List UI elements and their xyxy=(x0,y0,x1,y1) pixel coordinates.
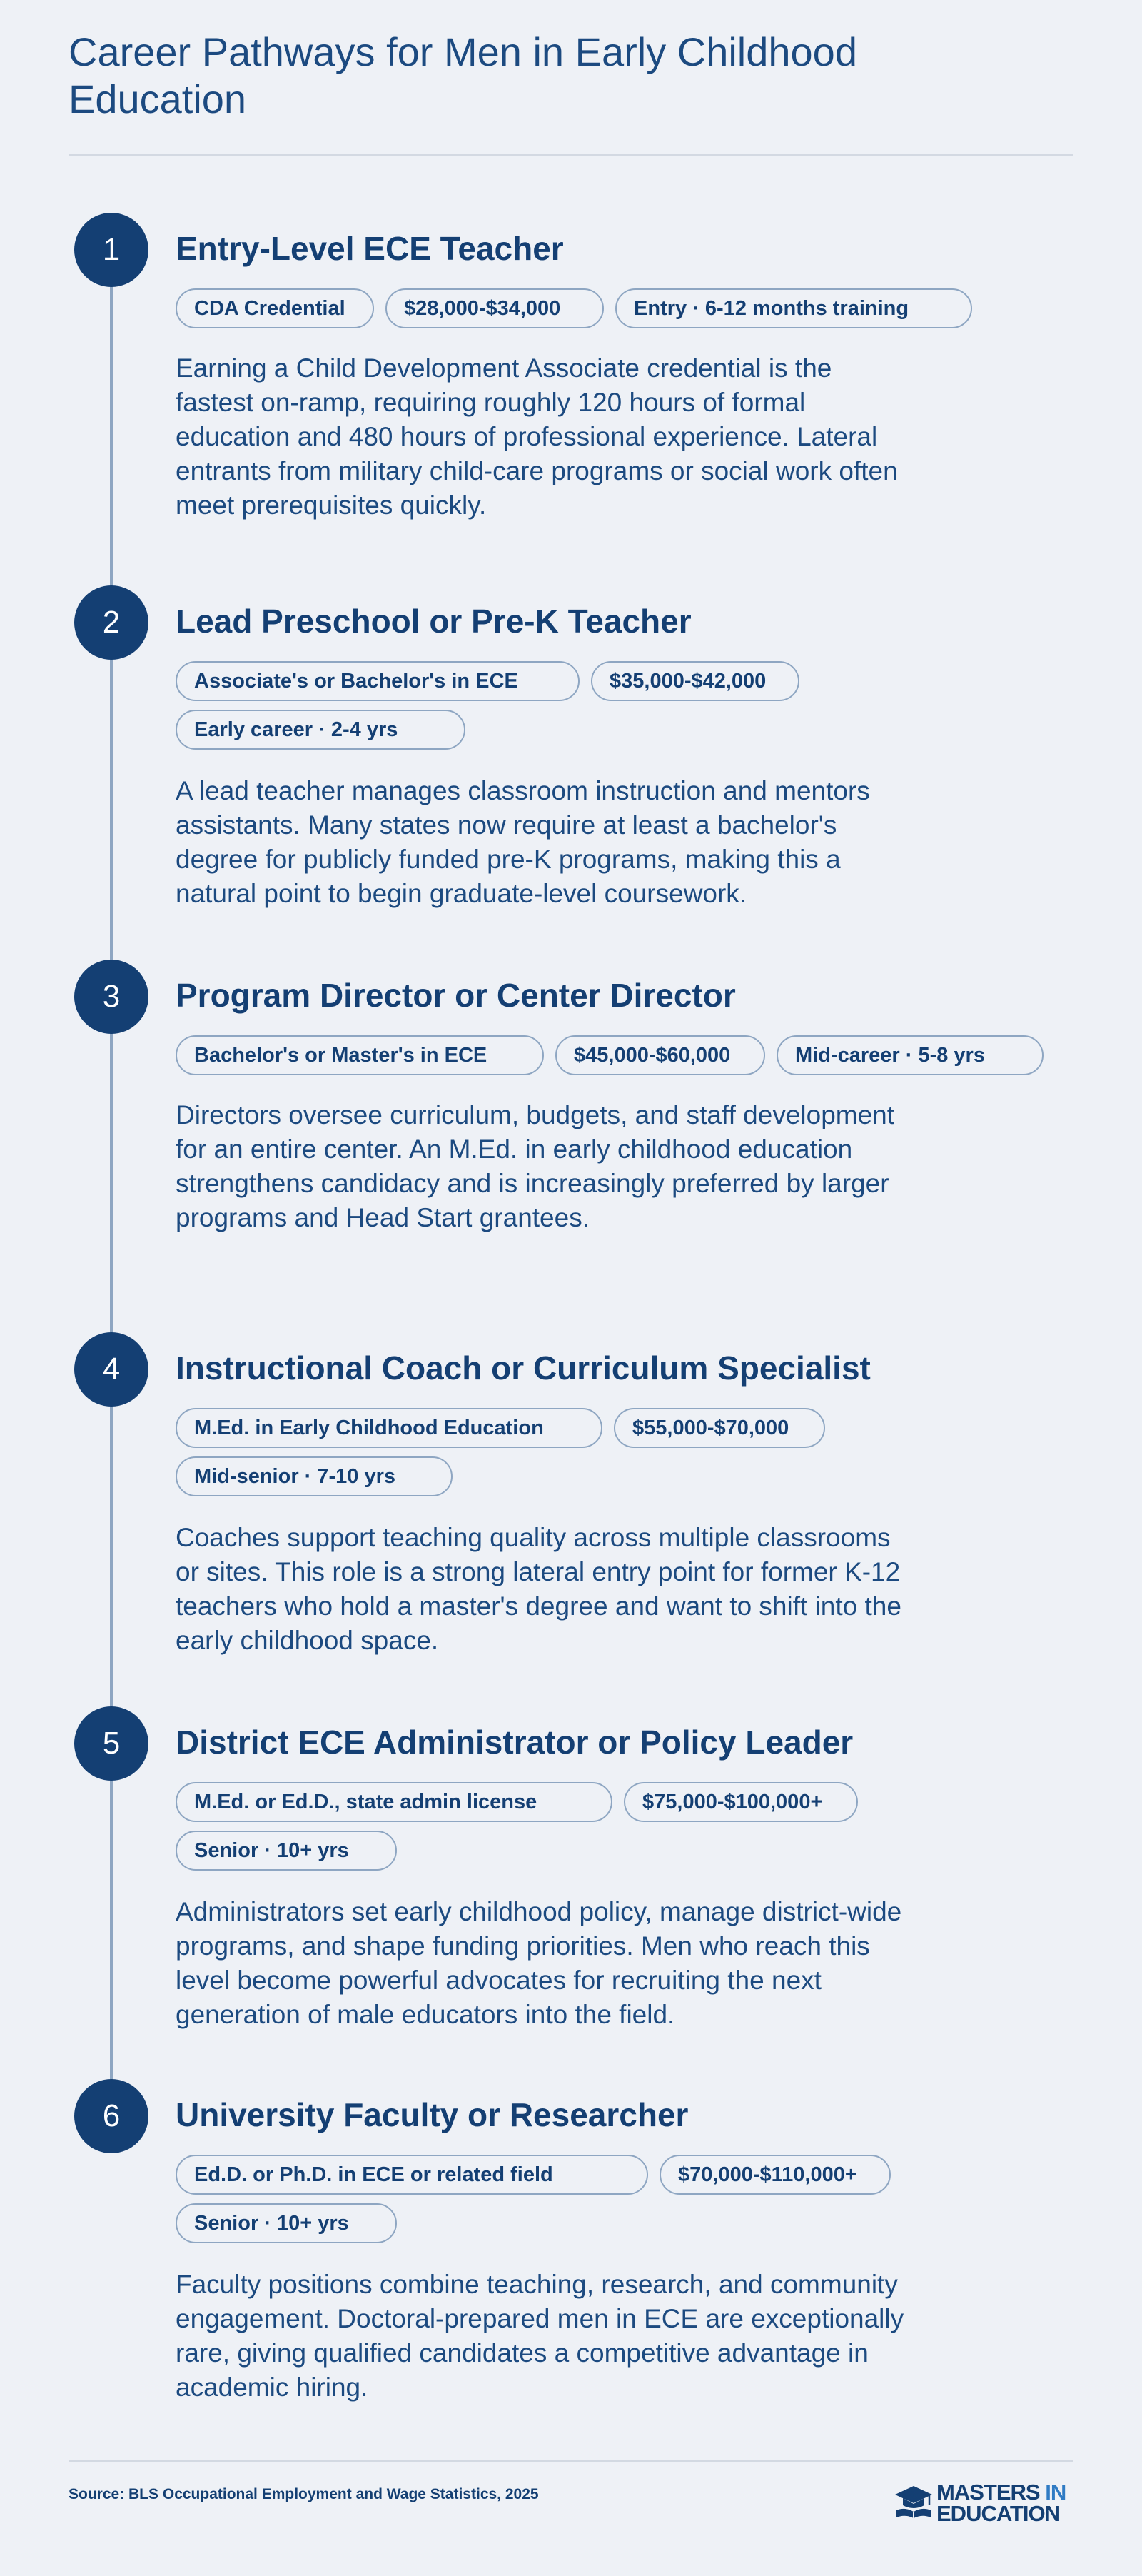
masters-in-education-logo xyxy=(894,2480,1079,2526)
step-title: District ECE Administrator or Policy Leader xyxy=(176,1724,854,1761)
step-number-badge: 1 xyxy=(74,213,148,287)
career-stage-tag: Mid-senior · 7-10 yrs xyxy=(176,1456,453,1496)
salary-tag: $55,000-$70,000 xyxy=(614,1408,825,1448)
step-number-badge: 4 xyxy=(74,1332,148,1407)
credential-tag: M.Ed. or Ed.D., state admin license xyxy=(176,1782,612,1822)
career-stage-tag: Senior · 10+ yrs xyxy=(176,2203,397,2243)
page-title: Career Pathways for Men in Early Childhood Education xyxy=(69,29,857,121)
step-number-badge: 3 xyxy=(74,960,148,1034)
step-tags xyxy=(176,288,1061,328)
title-divider xyxy=(69,154,1073,156)
logo-text-line1: MASTERS IN xyxy=(936,2480,1066,2505)
step-tags xyxy=(176,661,1061,750)
salary-tag: $45,000-$60,000 xyxy=(555,1035,765,1075)
salary-tag: $70,000-$110,000+ xyxy=(660,2155,891,2195)
career-stage-tag: Entry · 6-12 months training xyxy=(615,288,972,328)
career-stage-tag: Mid-career · 5-8 yrs xyxy=(777,1035,1044,1075)
step-description: Directors oversee curriculum, budgets, and staff development for an entire center. An M.Ed. in early childhood education strengthens candidacy and is increasingly preferred by larger programs and Head Start grantees. xyxy=(176,1100,895,1232)
credential-tag: Associate's or Bachelor's in ECE xyxy=(176,661,580,701)
step-title: Entry-Level ECE Teacher xyxy=(176,230,564,267)
salary-tag: $35,000-$42,000 xyxy=(591,661,799,701)
timeline-line xyxy=(110,250,113,2120)
step-number-badge: 5 xyxy=(74,1706,148,1781)
step-title: Instructional Coach or Curriculum Specialist xyxy=(176,1349,871,1387)
step-tags xyxy=(176,1782,1061,1871)
credential-tag: M.Ed. in Early Childhood Education xyxy=(176,1408,602,1448)
step-tags xyxy=(176,1408,1061,1496)
salary-tag: $28,000-$34,000 xyxy=(385,288,604,328)
salary-tag: $75,000-$100,000+ xyxy=(624,1782,858,1822)
logo-text-line2: EDUCATION xyxy=(936,2501,1060,2526)
source-note: Source: BLS Occupational Employment and Wage Statistics, 2025 xyxy=(69,2486,539,2502)
step-title: Program Director or Center Director xyxy=(176,977,736,1014)
credential-tag: CDA Credential xyxy=(176,288,374,328)
footer-divider xyxy=(69,2460,1073,2462)
credential-tag: Ed.D. or Ph.D. in ECE or related field xyxy=(176,2155,648,2195)
career-stage-tag: Senior · 10+ yrs xyxy=(176,1831,397,1871)
career-stage-tag: Early career · 2-4 yrs xyxy=(176,710,465,750)
step-description: Earning a Child Development Associate credential is the fastest on-ramp, requiring roughly 120 hours of formal education and 480 hours of professional experience. Lateral entrants from military child-care programs or social work often meet prerequisites quickly. xyxy=(176,353,898,520)
step-description: Administrators set early childhood policy, manage district-wide programs, and shape funding priorities. Men who reach this level become powerful advocates for recruiting the next generation of male educators into the field. xyxy=(176,1897,902,2029)
credential-tag: Bachelor's or Master's in ECE xyxy=(176,1035,544,1075)
step-number-badge: 2 xyxy=(74,585,148,660)
step-title: Lead Preschool or Pre-K Teacher xyxy=(176,603,692,640)
step-description: A lead teacher manages classroom instruction and mentors assistants. Many states now require at least a bachelor's degree for publicly funded pre-K programs, making this a natural point to begin graduate-level coursework. xyxy=(176,776,870,908)
step-tags xyxy=(176,1035,1061,1075)
graduation-cap-book-icon xyxy=(894,2485,934,2519)
step-description: Faculty positions combine teaching, research, and community engagement. Doctoral-prepared men in ECE are exceptionally rare, giving qualified candidates a competitive advantage in academic hiring. xyxy=(176,2270,904,2402)
step-number-badge: 6 xyxy=(74,2079,148,2153)
step-description: Coaches support teaching quality across multiple classrooms or sites. This role is a strong lateral entry point for former K-12 teachers who hold a master's degree and want to shift into the early childhood space. xyxy=(176,1523,901,1655)
step-tags xyxy=(176,2155,1061,2243)
step-title: University Faculty or Researcher xyxy=(176,2096,689,2133)
